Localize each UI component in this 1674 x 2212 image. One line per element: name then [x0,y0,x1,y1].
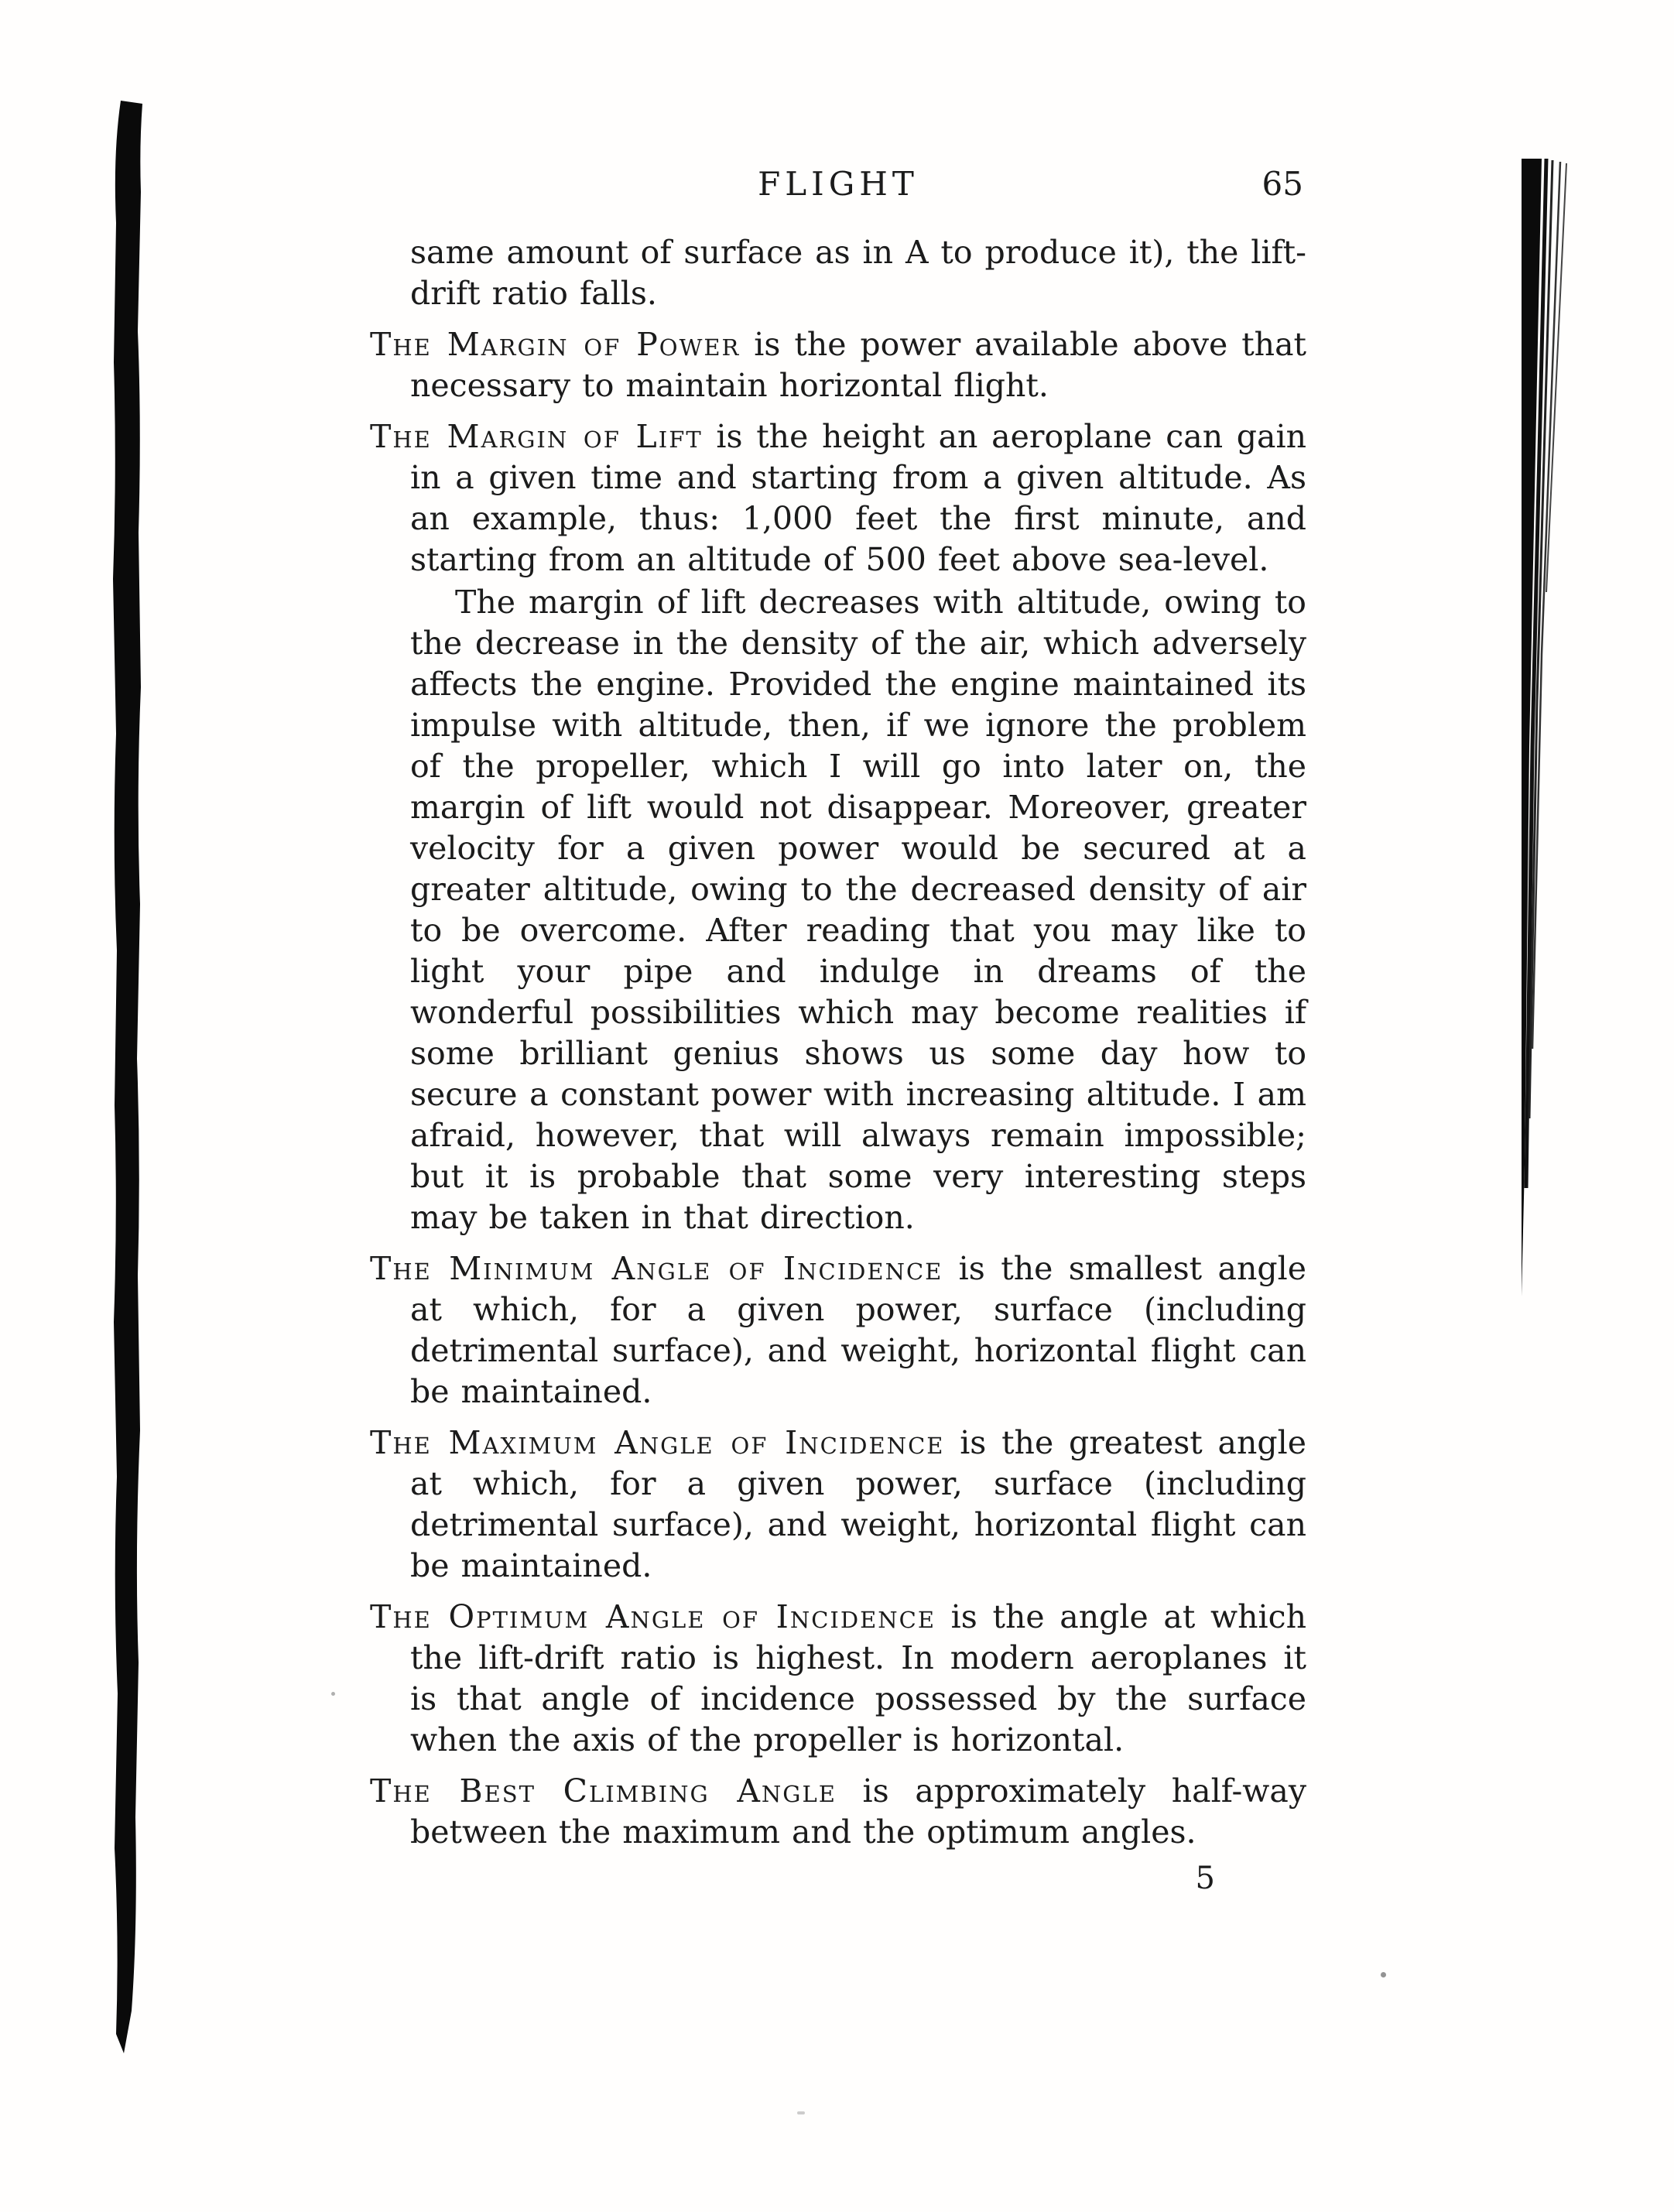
scan-speck [331,1692,335,1696]
definition-body: is the greatest angle at which, for a given power, surface (including detrimental surface), and weight, horizontal flight can be maintained. [410,1424,1306,1584]
definition-term: The Margin of Lift [370,418,703,455]
paragraph-text: The margin of lift decreases with altitude, owing to the decrease in the density of the air, which adversely affects the engine. Provided the engine maintained its impulse with altitude, then, if we ignore the problem of the propeller, which I will go into later on, the margin of lift would not disappear. Moreover, greater velocity for a given power would be secured at a greater altitude, owing to the decreased density of air to be overcome. After reading that you may like to light your pipe and indulge in dreams of the wonderful possibilities which may become realities if some brilliant genius shows us some day how to secure a constant power with increasing altitude. I am afraid, however, that will always remain impossible; but it is probable that some very interesting steps may be taken in that direction. [410,584,1306,1236]
paragraph-continuation [370,232,1306,314]
definition-term: The Margin of Power [370,326,741,363]
body-text [370,232,1306,1853]
running-title: FLIGHT [758,165,919,203]
definition-paragraph [370,1771,1306,1853]
definition-paragraph [370,324,1306,406]
page-number: 65 [1261,165,1303,203]
definition-term: The Best Climbing Angle [370,1772,837,1810]
definition-paragraph [370,1248,1306,1412]
definition-term: The Optimum Angle of Incidence [370,1598,936,1635]
paragraph-text: same amount of surface as in A to produce it), the lift-drift ratio falls. [410,234,1306,312]
page-header [370,163,1306,206]
text-block [370,163,1306,1898]
definition-term: The Minimum Angle of Incidence [370,1250,943,1287]
scan-speck [797,2111,805,2114]
definition-body: is the angle at which the lift-drift ratio is highest. In modern aeroplanes it is that angle of incidence possessed by the surface when the axis of the propeller is horizontal. [410,1598,1306,1758]
definition-body: is the smallest angle at which, for a given power, surface (including detrimental surface), and weight, horizontal flight can be maintained. [410,1250,1306,1410]
definition-paragraph [370,416,1306,580]
signature-mark: 5 [1195,1861,1215,1896]
gutter-smudge [105,99,159,2057]
definition-term: The Maximum Angle of Incidence [370,1424,945,1461]
definition-body: is the height an aeroplane can gain in a given time and starting from a given altitude. As an example, thus: 1,000 feet the first minute, and starting from an altitude of 500 feet above sea-level. [410,418,1307,578]
definition-body: is approximately half-way between the maximum and the optimum angles. [410,1772,1306,1851]
definition-paragraph [370,1423,1306,1587]
definition-body: is the power available above that necessary to maintain horizontal flight. [410,326,1307,404]
definition-paragraph [370,1597,1306,1761]
scan-speck [1381,1972,1386,1977]
paragraph [370,582,1306,1238]
page-edge-marks [1522,159,1571,1312]
